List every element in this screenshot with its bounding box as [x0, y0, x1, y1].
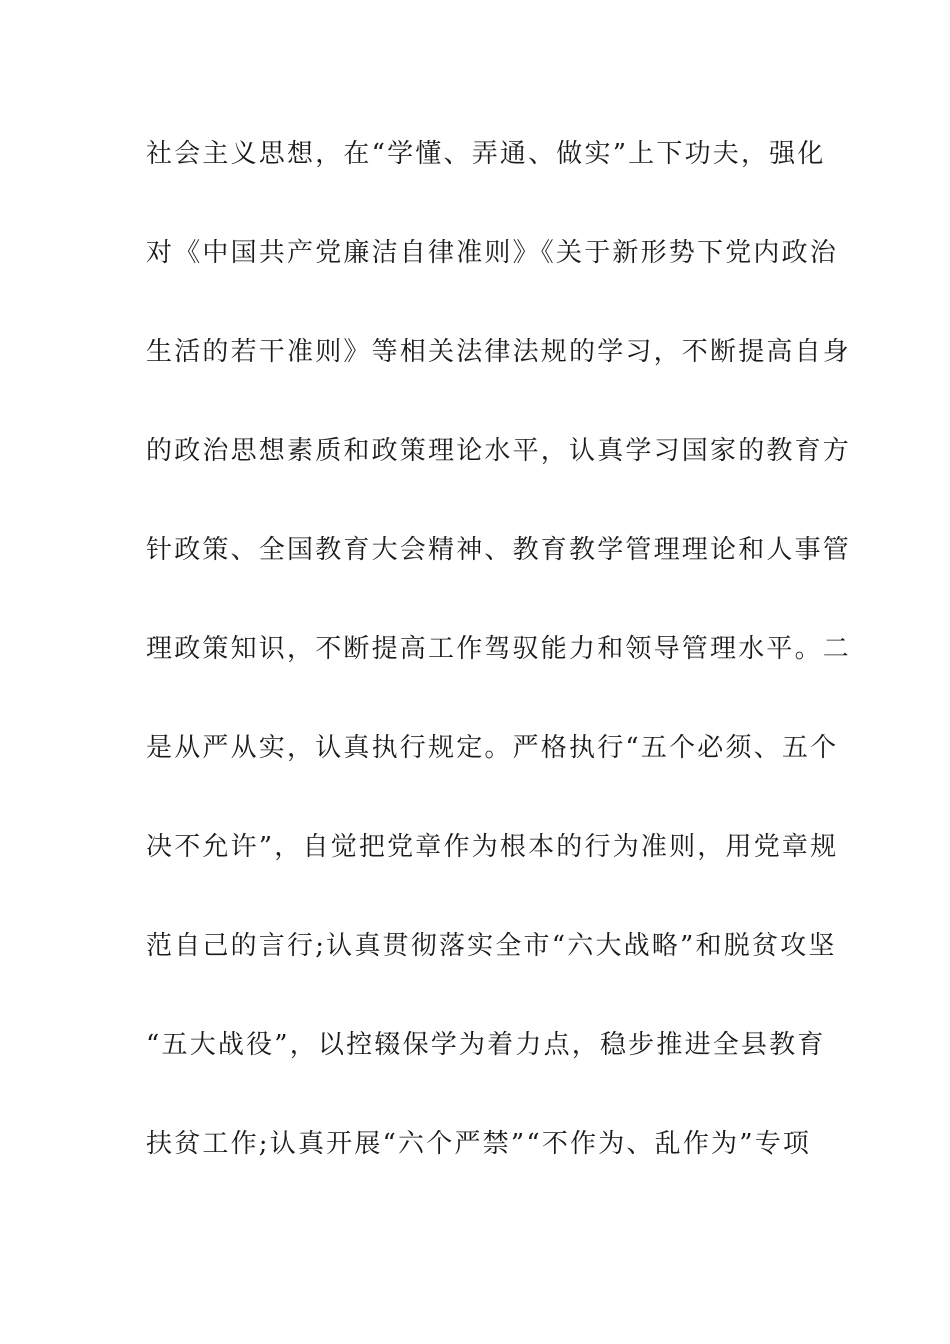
text-line: 扶贫工作;认真开展“六个严禁”“不作为、乱作为”专项: [146, 1129, 812, 1159]
text-line: 范自己的言行;认真贯彻落实全市“六大战略”和脱贫攻坚: [146, 931, 837, 961]
text-line: 针政策、全国教育大会精神、教育教学管理理论和人事管: [146, 535, 852, 565]
text-line: 是从严从实，认真执行规定。严格执行“五个必须、五个: [146, 733, 839, 763]
text-line: 对《中国共产党廉洁自律准则》《关于新形势下党内政治: [146, 238, 839, 268]
text-line: 社会主义思想，在“学懂、弄通、做实”上下功夫，强化: [146, 139, 826, 169]
body-text: [146, 130, 852, 1219]
text-line: “五大战役”，以控辍保学为着力点，稳步推进全县教育: [146, 1030, 826, 1060]
text-line: 理政策知识，不断提高工作驾驭能力和领导管理水平。二: [146, 634, 852, 664]
text-line: 的政治思想素质和政策理论水平，认真学习国家的教育方: [146, 436, 852, 466]
text-line: 生活的若干准则》等相关法律法规的学习，不断提高自身: [146, 337, 852, 367]
text-line: 决不允许”，自觉把党章作为根本的行为准则，用党章规: [146, 832, 839, 862]
